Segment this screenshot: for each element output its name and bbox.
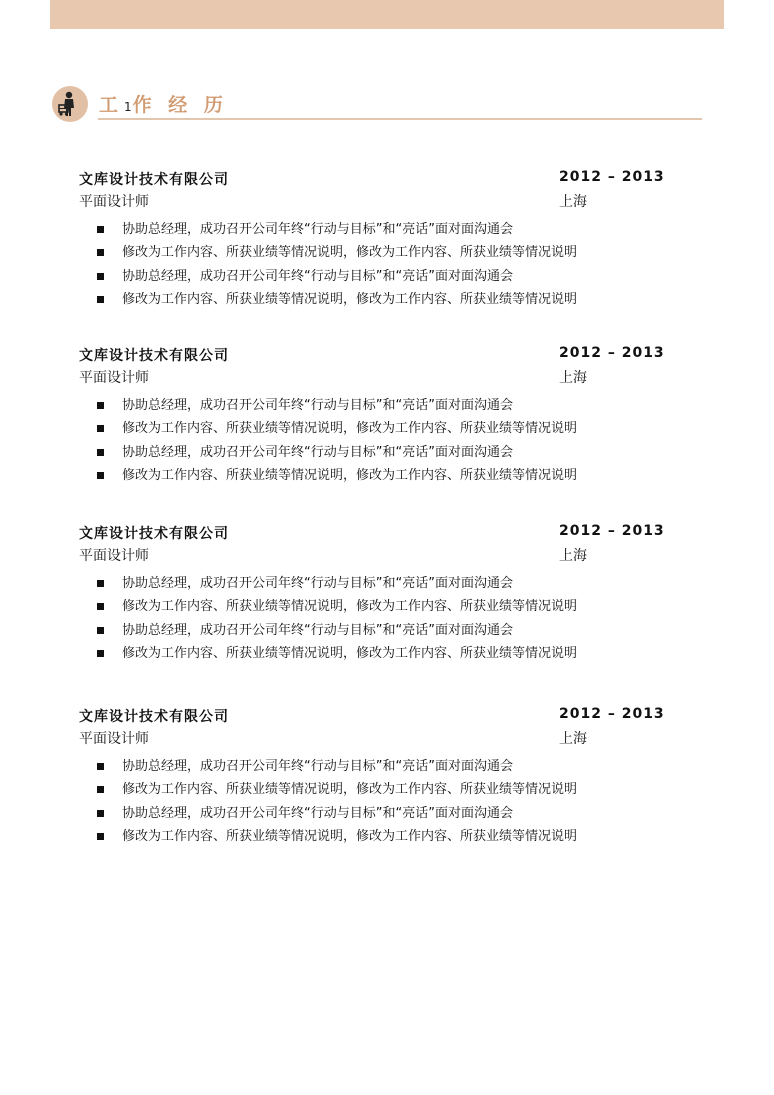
job-entry: [79, 523, 669, 668]
section-header-work-experience: [52, 84, 702, 124]
job-bullet: 修改为工作内容、所获业绩等情况说明，修改为工作内容、所获业绩等情况说明: [79, 291, 669, 314]
section-title-number: 1: [124, 100, 132, 114]
job-bullet: 修改为工作内容、所获业绩等情况说明，修改为工作内容、所获业绩等情况说明: [79, 645, 669, 668]
job-company: 文库设计技术有限公司: [79, 348, 229, 364]
job-bullet: 修改为工作内容、所获业绩等情况说明，修改为工作内容、所获业绩等情况说明: [79, 598, 669, 621]
job-dates: 2012 – 2013: [559, 345, 665, 361]
job-bullet-list: [79, 221, 669, 314]
job-role: 平面设计师: [79, 731, 149, 747]
job-city: 上海: [559, 194, 587, 210]
job-bullet: 修改为工作内容、所获业绩等情况说明，修改为工作内容、所获业绩等情况说明: [79, 420, 669, 443]
job-bullet: 协助总经理，成功召开公司年终“行动与目标”和“亮话”面对面沟通会: [79, 622, 669, 645]
job-bullet: 协助总经理，成功召开公司年终“行动与目标”和“亮话”面对面沟通会: [79, 397, 669, 420]
job-bullet-list: [79, 397, 669, 490]
job-role: 平面设计师: [79, 548, 149, 564]
job-bullet: 协助总经理，成功召开公司年终“行动与目标”和“亮话”面对面沟通会: [79, 758, 669, 781]
job-bullet: 修改为工作内容、所获业绩等情况说明，修改为工作内容、所获业绩等情况说明: [79, 781, 669, 804]
section-divider: [98, 118, 702, 120]
job-entry: [79, 345, 669, 490]
job-company: 文库设计技术有限公司: [79, 709, 229, 725]
job-city: 上海: [559, 370, 587, 386]
section-title: [99, 90, 228, 117]
job-bullet: 协助总经理，成功召开公司年终“行动与目标”和“亮话”面对面沟通会: [79, 268, 669, 291]
job-bullet: 协助总经理，成功召开公司年终“行动与目标”和“亮话”面对面沟通会: [79, 444, 669, 467]
job-bullet: 修改为工作内容、所获业绩等情况说明，修改为工作内容、所获业绩等情况说明: [79, 244, 669, 267]
job-bullet-list: [79, 758, 669, 851]
section-title-part1: 工: [99, 94, 124, 116]
section-title-part2: 作 经 历: [132, 94, 228, 116]
job-city: 上海: [559, 548, 587, 564]
job-dates: 2012 – 2013: [559, 523, 665, 539]
job-entry: [79, 169, 669, 314]
worker-with-cart-icon: [52, 86, 88, 122]
job-entry: [79, 706, 669, 851]
job-bullet: 协助总经理，成功召开公司年终“行动与目标”和“亮话”面对面沟通会: [79, 805, 669, 828]
job-company: 文库设计技术有限公司: [79, 526, 229, 542]
top-color-band: [50, 0, 724, 29]
job-role: 平面设计师: [79, 370, 149, 386]
job-bullet: 协助总经理，成功召开公司年终“行动与目标”和“亮话”面对面沟通会: [79, 575, 669, 598]
job-bullet: 修改为工作内容、所获业绩等情况说明，修改为工作内容、所获业绩等情况说明: [79, 467, 669, 490]
job-city: 上海: [559, 731, 587, 747]
job-bullet-list: [79, 575, 669, 668]
job-bullet: 协助总经理，成功召开公司年终“行动与目标”和“亮话”面对面沟通会: [79, 221, 669, 244]
job-role: 平面设计师: [79, 194, 149, 210]
job-company: 文库设计技术有限公司: [79, 172, 229, 188]
job-dates: 2012 – 2013: [559, 169, 665, 185]
job-bullet: 修改为工作内容、所获业绩等情况说明，修改为工作内容、所获业绩等情况说明: [79, 828, 669, 851]
job-dates: 2012 – 2013: [559, 706, 665, 722]
